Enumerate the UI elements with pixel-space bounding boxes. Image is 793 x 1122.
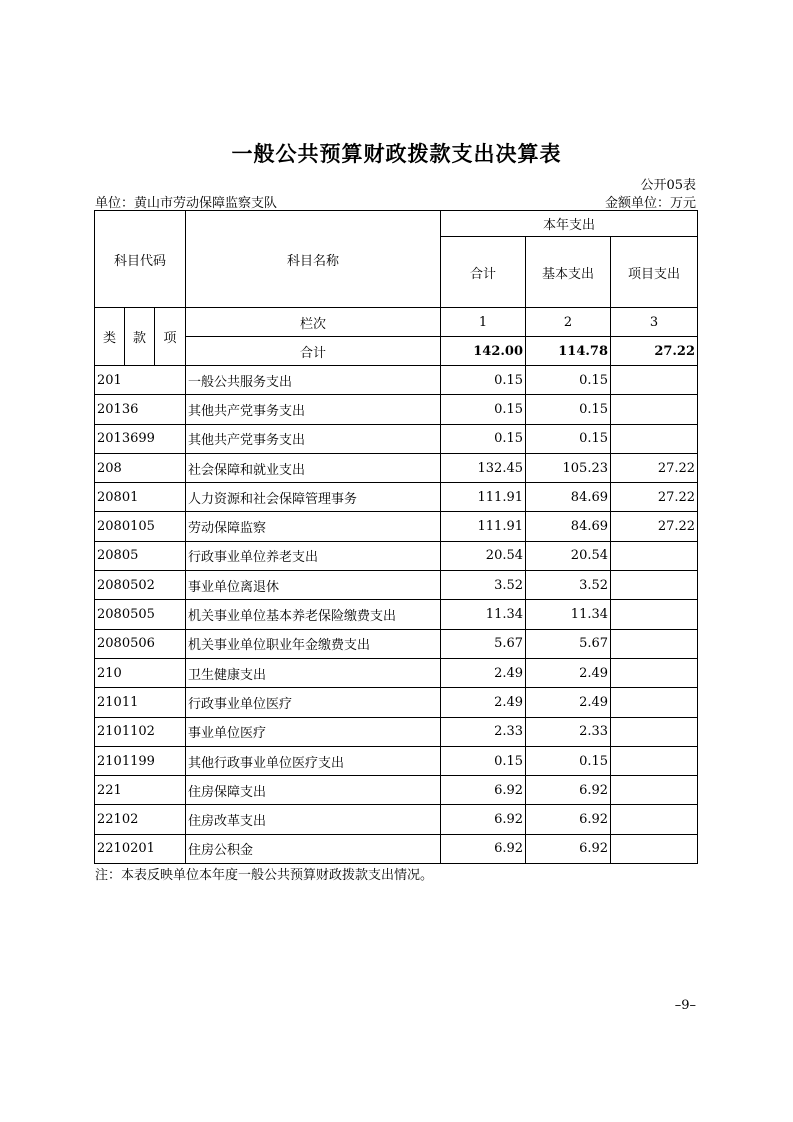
subject-name-cell: 住房公积金 bbox=[186, 834, 441, 863]
total-cell: 0.15 bbox=[441, 424, 526, 453]
subject-code-cell: 201 bbox=[95, 366, 186, 395]
subject-name-cell: 社会保障和就业支出 bbox=[186, 453, 441, 482]
basic-cell: 0.15 bbox=[526, 395, 611, 424]
total-cell: 2.49 bbox=[441, 658, 526, 687]
total-cell: 132.45 bbox=[441, 453, 526, 482]
subject-name-cell: 行政事业单位医疗 bbox=[186, 688, 441, 717]
table-row bbox=[95, 424, 698, 453]
subject-name-cell: 一般公共服务支出 bbox=[186, 366, 441, 395]
header-subject-name: 科目名称 bbox=[186, 211, 441, 308]
project-cell bbox=[611, 717, 698, 746]
project-cell bbox=[611, 658, 698, 687]
total-cell: 20.54 bbox=[441, 541, 526, 570]
summary-row bbox=[95, 337, 698, 366]
column-no-1: 1 bbox=[441, 308, 526, 337]
total-cell: 2.49 bbox=[441, 688, 526, 717]
subject-code-cell: 2210201 bbox=[95, 834, 186, 863]
table-row bbox=[95, 658, 698, 687]
basic-cell: 11.34 bbox=[526, 600, 611, 629]
basic-cell: 0.15 bbox=[526, 424, 611, 453]
header-column-no: 栏次 bbox=[186, 308, 441, 337]
basic-cell: 0.15 bbox=[526, 366, 611, 395]
total-cell: 3.52 bbox=[441, 571, 526, 600]
basic-cell: 2.33 bbox=[526, 717, 611, 746]
header-lei: 类 bbox=[95, 308, 125, 366]
table-row bbox=[95, 746, 698, 775]
basic-cell: 6.92 bbox=[526, 776, 611, 805]
page-number: –9– bbox=[674, 998, 696, 1013]
basic-cell: 6.92 bbox=[526, 834, 611, 863]
header-kuan: 款 bbox=[125, 308, 155, 366]
subject-code-cell: 2080105 bbox=[95, 512, 186, 541]
total-cell: 0.15 bbox=[441, 395, 526, 424]
header-basic: 基本支出 bbox=[526, 237, 611, 308]
subject-code-cell: 208 bbox=[95, 453, 186, 482]
total-cell: 5.67 bbox=[441, 629, 526, 658]
data-rows bbox=[95, 366, 698, 864]
summary-total: 142.00 bbox=[441, 337, 526, 366]
table-row bbox=[95, 600, 698, 629]
subject-name-cell: 卫生健康支出 bbox=[186, 658, 441, 687]
total-cell: 111.91 bbox=[441, 512, 526, 541]
column-number-row bbox=[95, 308, 698, 337]
table-row bbox=[95, 717, 698, 746]
basic-cell: 20.54 bbox=[526, 541, 611, 570]
subject-code-cell: 210 bbox=[95, 658, 186, 687]
subject-code-cell: 2013699 bbox=[95, 424, 186, 453]
subject-name-cell: 其他共产党事务支出 bbox=[186, 395, 441, 424]
subject-name-cell: 其他行政事业单位医疗支出 bbox=[186, 746, 441, 775]
table-row bbox=[95, 541, 698, 570]
project-cell bbox=[611, 424, 698, 453]
subject-name-cell: 行政事业单位养老支出 bbox=[186, 541, 441, 570]
table-row bbox=[95, 834, 698, 863]
total-cell: 6.92 bbox=[441, 776, 526, 805]
subject-name-cell: 机关事业单位基本养老保险缴费支出 bbox=[186, 600, 441, 629]
table-row bbox=[95, 629, 698, 658]
total-cell: 0.15 bbox=[441, 746, 526, 775]
project-cell bbox=[611, 688, 698, 717]
subject-code-cell: 221 bbox=[95, 776, 186, 805]
table-row bbox=[95, 483, 698, 512]
header-total: 合计 bbox=[441, 237, 526, 308]
subject-name-cell: 住房改革支出 bbox=[186, 805, 441, 834]
subject-code-cell: 21011 bbox=[95, 688, 186, 717]
amount-unit-label: 金额单位：万元 bbox=[604, 196, 696, 211]
column-no-3: 3 bbox=[611, 308, 698, 337]
table-row bbox=[95, 395, 698, 424]
total-cell: 2.33 bbox=[441, 717, 526, 746]
subject-name-cell: 机关事业单位职业年金缴费支出 bbox=[186, 629, 441, 658]
total-cell: 0.15 bbox=[441, 366, 526, 395]
form-number: 公开05表 bbox=[640, 178, 696, 193]
project-cell bbox=[611, 571, 698, 600]
page-title: 一般公共预算财政拨款支出决算表 bbox=[231, 142, 562, 166]
subject-code-cell: 2080502 bbox=[95, 571, 186, 600]
table-row bbox=[95, 453, 698, 482]
basic-cell: 84.69 bbox=[526, 483, 611, 512]
summary-label: 合计 bbox=[186, 337, 441, 366]
table-row bbox=[95, 776, 698, 805]
project-cell bbox=[611, 541, 698, 570]
total-cell: 11.34 bbox=[441, 600, 526, 629]
subject-code-cell: 2080506 bbox=[95, 629, 186, 658]
column-no-2: 2 bbox=[526, 308, 611, 337]
project-cell bbox=[611, 834, 698, 863]
table-row bbox=[95, 512, 698, 541]
basic-cell: 2.49 bbox=[526, 688, 611, 717]
subject-code-cell: 2080505 bbox=[95, 600, 186, 629]
table-row bbox=[95, 366, 698, 395]
table-row bbox=[95, 805, 698, 834]
subject-code-cell: 20136 bbox=[95, 395, 186, 424]
project-cell: 27.22 bbox=[611, 512, 698, 541]
total-cell: 111.91 bbox=[441, 483, 526, 512]
header-current-year: 本年支出 bbox=[441, 211, 698, 237]
footnote: 注：本表反映单位本年度一般公共预算财政拨款支出情况。 bbox=[95, 868, 434, 883]
expenditure-table bbox=[94, 210, 698, 864]
subject-code-cell: 20801 bbox=[95, 483, 186, 512]
subject-code-cell: 22102 bbox=[95, 805, 186, 834]
project-cell bbox=[611, 395, 698, 424]
header-row-1 bbox=[95, 211, 698, 237]
total-cell: 6.92 bbox=[441, 834, 526, 863]
subject-name-cell: 其他共产党事务支出 bbox=[186, 424, 441, 453]
table-row bbox=[95, 571, 698, 600]
project-cell bbox=[611, 600, 698, 629]
subject-name-cell: 劳动保障监察 bbox=[186, 512, 441, 541]
project-cell bbox=[611, 629, 698, 658]
header-subject-code: 科目代码 bbox=[95, 211, 186, 308]
subject-code-cell: 20805 bbox=[95, 541, 186, 570]
table-row bbox=[95, 688, 698, 717]
basic-cell: 6.92 bbox=[526, 805, 611, 834]
basic-cell: 2.49 bbox=[526, 658, 611, 687]
basic-cell: 5.67 bbox=[526, 629, 611, 658]
project-cell bbox=[611, 776, 698, 805]
header-project: 项目支出 bbox=[611, 237, 698, 308]
project-cell: 27.22 bbox=[611, 483, 698, 512]
project-cell bbox=[611, 746, 698, 775]
subject-code-cell: 2101102 bbox=[95, 717, 186, 746]
project-cell bbox=[611, 366, 698, 395]
basic-cell: 84.69 bbox=[526, 512, 611, 541]
basic-cell: 105.23 bbox=[526, 453, 611, 482]
subject-name-cell: 人力资源和社会保障管理事务 bbox=[186, 483, 441, 512]
basic-cell: 3.52 bbox=[526, 571, 611, 600]
subject-code-cell: 2101199 bbox=[95, 746, 186, 775]
subject-name-cell: 事业单位离退休 bbox=[186, 571, 441, 600]
project-cell bbox=[611, 805, 698, 834]
summary-basic: 114.78 bbox=[526, 337, 611, 366]
unit-label: 单位：黄山市劳动保障监察支队 bbox=[95, 196, 278, 211]
header-xiang: 项 bbox=[155, 308, 186, 366]
basic-cell: 0.15 bbox=[526, 746, 611, 775]
subject-name-cell: 住房保障支出 bbox=[186, 776, 441, 805]
project-cell: 27.22 bbox=[611, 453, 698, 482]
summary-project: 27.22 bbox=[611, 337, 698, 366]
subject-name-cell: 事业单位医疗 bbox=[186, 717, 441, 746]
total-cell: 6.92 bbox=[441, 805, 526, 834]
